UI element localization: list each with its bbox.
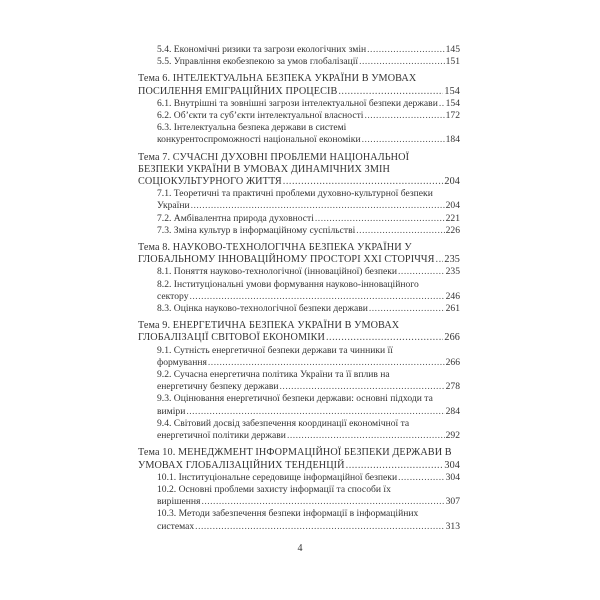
toc-line [138,254,460,266]
entry-page-number: 154 [445,97,460,109]
entry-title: 5.4. Економічні ризики та загрози екологічних змін [157,44,367,55]
dot-leader [190,291,445,303]
toc-topic-entry[interactable] [138,242,460,266]
toc-line [138,393,460,405]
toc-subsection-entry[interactable] [138,56,460,68]
toc-line [138,266,460,278]
toc-line [138,188,460,200]
toc-line [138,508,460,520]
toc-topic-entry[interactable] [138,73,460,97]
entry-title: 10.3. Методи забезпечення безпеки інформації в інформаційних [157,508,419,520]
entry-title: 7.3. Зміна культур в інформаційному суспільстві [157,224,356,236]
toc-line [138,496,460,508]
dot-leader [439,98,445,110]
toc-line [138,86,460,98]
dot-leader [398,472,445,484]
entry-title: формування [157,356,207,368]
entry-title: БЕЗПЕКИ УКРАЇНИ В УМОВАХ ДИНАМІЧНИХ ЗМІН [138,163,390,175]
entry-page-number: 304 [444,459,460,471]
toc-line [138,134,460,146]
toc-topic-entry[interactable] [138,447,460,471]
toc-subsection-entry[interactable] [138,110,460,122]
toc-line [138,381,460,393]
entry-title: 8.1. Поняття науково-технологічної (інноваційної) безпеки [157,266,398,278]
entry-title: Тема 8. НАУКОВО-ТЕХНОЛОГІЧНА БЕЗПЕКА УКРАЇНИ У [138,242,412,254]
toc-section [138,152,460,237]
toc-subsection-entry[interactable] [138,122,460,146]
toc-subsection-entry[interactable] [138,345,460,369]
toc-subsection-entry[interactable] [138,418,460,442]
toc-topic-entry[interactable] [138,152,460,189]
entry-title: СОЦІОКУЛЬТУРНОГО ЖИТТЯ [138,176,282,188]
toc-subsection-entry[interactable] [138,98,460,110]
entry-page-number: 235 [444,254,460,266]
entry-title: 9.4. Світовий досвід забезпечення координації економічної та [157,417,410,429]
dot-leader [369,303,445,315]
toc-line [138,200,460,212]
toc-line [138,460,460,472]
toc-line [138,213,460,225]
toc-subsection-entry[interactable] [138,303,460,315]
entry-page-number: 313 [445,520,460,532]
entry-page-number: 226 [445,224,460,236]
entry-title: системах [157,520,195,532]
toc-line [138,521,460,533]
entry-title: енергетичну безпеку держави [157,381,279,393]
dot-leader [280,381,445,393]
toc-line [138,332,460,344]
toc-line [138,225,460,237]
toc-line [138,472,460,484]
entry-title: України [157,200,190,212]
entry-title: 9.1. Сутність енергетичної безпеки держави та чинники її [157,344,393,356]
toc-line [138,345,460,357]
entry-page-number: 204 [445,200,460,212]
entry-page-number: 154 [444,85,460,97]
toc-subsection-entry[interactable] [138,266,460,278]
toc-subsection-entry[interactable] [138,279,460,303]
table-of-contents [138,44,460,538]
entry-title: 6.2. Об’єкти та суб’єкти інтелектуальної власності [157,110,364,122]
entry-title: 7.1. Теоретичні та практичні проблеми духовно-культурної безпеки [157,188,433,200]
dot-leader [283,176,444,188]
toc-subsection-entry[interactable] [138,508,460,532]
toc-line [138,406,460,418]
entry-title: ГЛОБАЛЬНОМУ ІННОВАЦІЙНОМУ ПРОСТОРІ ХХІ СТОРІЧЧЯ [138,254,435,266]
entry-page-number: 221 [445,212,460,224]
entry-page-number: 145 [445,44,460,55]
entry-title: ГЛОБАЛІЗАЦІЇ СВІТОВОЇ ЕКОНОМІКИ [138,332,325,344]
dot-leader [186,406,444,418]
dot-leader [367,44,444,56]
entry-title: 8.3. Оцінка науково-технологічної безпеки держави [157,303,368,315]
dot-leader [201,496,444,508]
entry-title: Тема 7. СУЧАСНІ ДУХОВНІ ПРОБЛЕМИ НАЦІОНАЛЬНОЇ [138,151,410,163]
toc-section [138,447,460,532]
toc-line [138,73,460,85]
toc-line [138,484,460,496]
dot-leader [362,134,445,146]
entry-title: 9.3. Оцінювання енергетичної безпеки держави: основні підходи та [157,393,433,405]
entry-title: вирішення [157,496,201,508]
entry-page-number: 292 [445,430,460,442]
entry-title: ПОСИЛЕННЯ ЕМІГРАЦІЙНИХ ПРОЦЕСІВ [138,85,338,97]
dot-leader [338,86,443,98]
entry-title: УМОВАХ ГЛОБАЛІЗАЦІЙНИХ ТЕНДЕНЦІЙ [138,459,345,471]
entry-page-number: 235 [445,266,460,278]
page-number: 4 [297,543,303,554]
toc-line [138,44,460,56]
toc-subsection-entry[interactable] [138,484,460,508]
entry-title: енергетичної політики держави [157,430,286,442]
entry-page-number: 261 [445,303,460,315]
entry-title: 10.1. Інституціональне середовище інформаційної безпеки [157,471,398,483]
toc-subsection-entry[interactable] [138,393,460,417]
dot-leader [287,430,445,442]
dot-leader [208,357,445,369]
entry-title: Тема 6. ІНТЕЛЕКТУАЛЬНА БЕЗПЕКА УКРАЇНИ В УМОВАХ [138,73,417,85]
entry-title: 9.2. Сучасна енергетична політика України та її вплив на [157,369,390,381]
entry-title: Тема 9. ЕНЕРГЕТИЧНА БЕЗПЕКА УКРАЇНИ В УМОВАХ [138,320,400,332]
dot-leader [436,254,444,266]
toc-line [138,122,460,134]
dot-leader [326,332,443,344]
dot-leader [346,460,444,472]
entry-page-number: 307 [445,496,460,508]
toc-subsection-entry[interactable] [138,225,460,237]
entry-page-number: 151 [445,56,460,68]
toc-section [138,242,460,315]
entry-page-number: 184 [445,134,460,146]
entry-page-number: 266 [444,332,460,344]
entry-title: 8.2. Інституціональні умови формування науково-інноваційного [157,278,419,290]
dot-leader [359,56,445,68]
toc-line [138,320,460,332]
toc-section [138,44,460,68]
dot-leader [356,225,444,237]
toc-subsection-entry[interactable] [138,188,460,212]
toc-line [138,430,460,442]
entry-page-number: 304 [445,471,460,483]
toc-section [138,73,460,146]
toc-line [138,176,460,188]
toc-line [138,418,460,430]
toc-line [138,110,460,122]
dot-leader [364,110,444,122]
entry-title: 5.5. Управління екобезпекою за умов глобалізації [157,56,359,68]
toc-subsection-entry[interactable] [138,44,460,56]
toc-topic-entry[interactable] [138,320,460,344]
entry-title: сектору [157,290,189,302]
entry-page-number: 266 [445,356,460,368]
entry-page-number: 284 [445,405,460,417]
entry-title: 7.2. Амбівалентна природа духовності [157,212,314,224]
toc-line [138,242,460,254]
toc-line [138,56,460,68]
dot-leader [315,213,445,225]
entry-page-number: 246 [445,290,460,302]
toc-subsection-entry[interactable] [138,369,460,393]
toc-line [138,279,460,291]
toc-line [138,357,460,369]
entry-page-number: 172 [445,110,460,122]
toc-section [138,320,460,442]
entry-title: 6.3. Інтелектуальна безпека держави в системі [157,122,347,134]
entry-title: Тема 10. МЕНЕДЖМЕНТ ІНФОРМАЦІЙНОЇ БЕЗПЕКИ ДЕРЖАВИ В [138,447,452,459]
toc-line [138,303,460,315]
dot-leader [398,266,445,278]
toc-line [138,164,460,176]
entry-title: 6.1. Внутрішні та зовнішні загрози інтелектуальної безпеки держави [157,97,438,109]
toc-subsection-entry[interactable] [138,213,460,225]
toc-line [138,447,460,459]
dot-leader [195,521,444,533]
toc-line [138,291,460,303]
entry-page-number: 204 [444,176,460,188]
entry-page-number: 278 [445,381,460,393]
toc-subsection-entry[interactable] [138,472,460,484]
entry-title: 10.2. Основні проблеми захисту інформації та способи їх [157,483,391,495]
toc-line [138,369,460,381]
entry-title: виміри [157,405,186,417]
dot-leader [191,200,445,212]
toc-line [138,98,460,110]
entry-title: конкурентоспроможності національної економіки [157,134,361,146]
toc-line [138,152,460,164]
